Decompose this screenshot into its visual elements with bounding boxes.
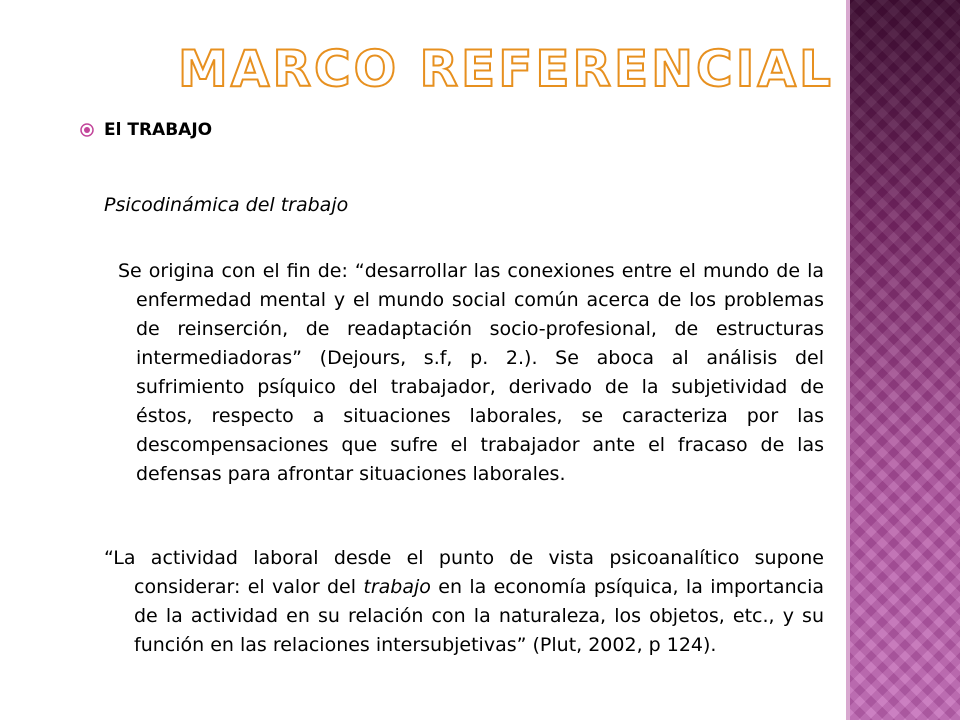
bullet-label: El TRABAJO (104, 120, 213, 140)
paragraph-1: Se origina con el fin de: “desarrollar las conexiones entre el mundo de la enfermedad mental y el mundo social común acerca de los problemas de reinserción, de readaptación socio-profesional, de estructuras intermediadoras” (Dejours, s.f, p. 2.). Se aboca al análisis del sufrimiento psíquico del trabajador, derivado de la subjetividad de éstos, respecto a situaciones laborales, se caracteriza por las descompensaciones que sufre el trabajador ante el fracaso de las defensas para afrontar situaciones laborales. (118, 260, 824, 485)
paragraph-2-start: “La actividad laboral desde el punto de vista psicoanalítico supone considerar: el valor del (104, 547, 824, 598)
paragraph-2-emphasis: trabajo (363, 576, 431, 598)
decorative-side-panel (850, 0, 960, 720)
subheading: Psicodinámica del trabajo (104, 194, 349, 216)
circled-dot-icon (80, 123, 94, 137)
bullet-item (80, 120, 212, 140)
paragraph-2-end: en la economía psíquica, la importancia de la actividad en su relación con la naturaleza, los objetos, etc., y su función en las relaciones intersubjetivas” (Plut, 2002, p 124). (134, 576, 824, 656)
slide-title: MARCO REFERENCIAL (178, 40, 834, 98)
paragraph-2 (104, 544, 824, 660)
